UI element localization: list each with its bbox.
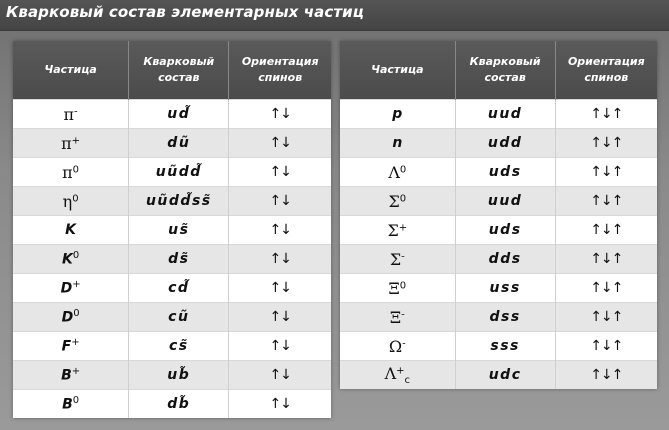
- quark-cell: ds̃: [129, 245, 229, 274]
- header-particle: Частица: [340, 41, 455, 100]
- particle-symbol: K: [61, 251, 73, 268]
- spin-cell: ↑↓↑: [555, 303, 657, 332]
- spin-cell: ↑↓↑: [555, 129, 657, 158]
- table-row: [13, 274, 331, 303]
- particle-cell: [340, 245, 455, 274]
- quark-cell: uds: [455, 158, 555, 187]
- spin-cell: ↑↓: [229, 129, 331, 158]
- particle-charge: 0: [72, 250, 80, 262]
- particle-cell: [340, 303, 455, 332]
- particle-charge: +: [72, 279, 81, 291]
- quark-cell: sss: [455, 332, 555, 361]
- particle-symbol: π: [62, 162, 73, 182]
- particle-symbol: π: [63, 104, 75, 124]
- particle-symbol: Σ: [388, 191, 400, 211]
- particle-cell: [13, 361, 129, 390]
- table-row: [340, 245, 657, 274]
- quark-cell: udc: [455, 361, 555, 390]
- quark-cell: dũ: [129, 129, 229, 158]
- quark-cell: uud: [455, 100, 555, 129]
- particle-symbol: B: [62, 396, 73, 413]
- table-row: [340, 274, 657, 303]
- particle-symbol: Λ: [388, 162, 400, 182]
- particle-charge: 0: [72, 163, 80, 175]
- table-row: [340, 361, 657, 390]
- header-quark: Кварковый состав: [455, 41, 555, 100]
- spin-cell: ↑↓: [229, 361, 331, 390]
- table-row: [13, 129, 331, 158]
- particle-cell: [340, 100, 455, 129]
- spin-cell: ↑↓↑: [555, 274, 657, 303]
- particle-cell: [13, 245, 129, 274]
- particle-charge: -: [401, 308, 405, 320]
- particle-cell: [13, 390, 129, 419]
- particle-charge: +: [398, 221, 408, 233]
- table-row: [13, 390, 331, 419]
- particle-symbol: Σ: [387, 220, 399, 240]
- particle-symbol: K: [65, 222, 77, 238]
- particle-cell: [13, 303, 129, 332]
- particle-charge: -: [401, 250, 405, 262]
- particle-symbol: D: [60, 280, 73, 297]
- page-title: Кварковый состав элементарных частиц: [6, 3, 364, 21]
- table-row: [13, 158, 331, 187]
- particle-charge: +: [71, 366, 81, 378]
- header-particle: Частица: [13, 41, 129, 100]
- quark-cell: uũdd̃ss̃: [129, 187, 229, 216]
- particle-symbol: Ξ: [389, 307, 402, 327]
- particle-cell: [13, 158, 129, 187]
- particle-charge: +: [71, 134, 81, 146]
- particle-charge: 0: [72, 395, 80, 407]
- table-row: [340, 187, 657, 216]
- quark-cell: dss: [455, 303, 555, 332]
- spin-cell: ↑↓: [229, 332, 331, 361]
- particle-cell: [13, 332, 129, 361]
- particle-symbol: Ξ: [388, 278, 400, 298]
- particle-charge: 0: [72, 192, 79, 204]
- particle-symbol: n: [392, 135, 403, 151]
- table-row: [13, 303, 331, 332]
- meson-table: [13, 41, 331, 418]
- quark-cell: ub̃: [129, 361, 229, 390]
- spin-cell: ↑↓↑: [555, 216, 657, 245]
- table-row: [340, 216, 657, 245]
- particle-cell: [13, 187, 129, 216]
- table-row: [13, 361, 331, 390]
- spin-cell: ↑↓↑: [555, 100, 657, 129]
- baryon-table: [340, 41, 657, 389]
- quark-cell: db̃: [129, 390, 229, 419]
- table-row: [13, 187, 331, 216]
- particle-cell: [340, 158, 455, 187]
- particle-symbol: π: [61, 133, 72, 153]
- quark-cell: us̃: [129, 216, 229, 245]
- particle-symbol: p: [392, 106, 403, 122]
- header-spin: Ориентация спинов: [229, 41, 331, 100]
- particle-symbol: F: [61, 338, 72, 355]
- spin-cell: ↑↓: [229, 187, 331, 216]
- particle-cell: [13, 100, 129, 129]
- particle-cell: [13, 216, 129, 245]
- particle-symbol: D: [61, 309, 74, 326]
- particle-charge: +: [71, 337, 80, 349]
- particle-symbol: Λ: [384, 364, 397, 384]
- title-bar: [0, 0, 669, 31]
- quark-cell: cd̃: [129, 274, 229, 303]
- table-row: [340, 158, 657, 187]
- quark-cell: cs̃: [129, 332, 229, 361]
- table-row: [13, 216, 331, 245]
- table-row: [340, 129, 657, 158]
- table-row: [13, 100, 331, 129]
- particle-cell: [340, 187, 455, 216]
- particle-symbol: B: [61, 367, 72, 384]
- spin-cell: ↑↓↑: [555, 332, 657, 361]
- spin-cell: ↑↓: [229, 274, 331, 303]
- table-row: [340, 303, 657, 332]
- particle-cell: [13, 129, 129, 158]
- quark-cell: ud̃: [129, 100, 229, 129]
- table-row: [13, 245, 331, 274]
- quark-cell: uũdd̃: [129, 158, 229, 187]
- header-spin: Ориентация спинов: [555, 41, 657, 100]
- particle-charge: +: [396, 365, 405, 377]
- particle-charge: 0: [399, 192, 407, 204]
- quark-cell: uss: [455, 274, 555, 303]
- spin-cell: ↑↓↑: [555, 245, 657, 274]
- spin-cell: ↑↓: [229, 158, 331, 187]
- particle-charge: 0: [399, 279, 407, 291]
- spin-cell: ↑↓↑: [555, 187, 657, 216]
- table-row: [13, 332, 331, 361]
- particle-charge: -: [402, 337, 406, 349]
- particle-cell: [340, 129, 455, 158]
- quark-cell: uud: [455, 187, 555, 216]
- particle-symbol: Σ: [389, 249, 402, 269]
- quark-cell: udd: [455, 129, 555, 158]
- particle-symbol: η: [62, 191, 73, 211]
- particle-cell: [340, 216, 455, 245]
- table-row: [340, 332, 657, 361]
- particle-cell: [340, 361, 455, 390]
- quark-cell: cũ: [129, 303, 229, 332]
- quark-cell: dds: [455, 245, 555, 274]
- table-row: [340, 100, 657, 129]
- spin-cell: ↑↓: [229, 390, 331, 419]
- particle-charge: 0: [399, 163, 407, 175]
- spin-cell: ↑↓: [229, 303, 331, 332]
- particle-cell: [340, 332, 455, 361]
- particle-cell: [340, 274, 455, 303]
- spin-cell: ↑↓↑: [555, 361, 657, 390]
- particle-symbol: Ω: [388, 336, 403, 356]
- particle-charge: 0: [73, 308, 80, 320]
- spin-cell: ↑↓: [229, 100, 331, 129]
- spin-cell: ↑↓: [229, 245, 331, 274]
- spin-cell: ↑↓↑: [555, 158, 657, 187]
- header-quark: Кварковый состав: [129, 41, 229, 100]
- particle-cell: [13, 274, 129, 303]
- particle-flavor: c: [404, 374, 411, 386]
- particle-charge: -: [74, 105, 78, 117]
- spin-cell: ↑↓: [229, 216, 331, 245]
- quark-cell: uds: [455, 216, 555, 245]
